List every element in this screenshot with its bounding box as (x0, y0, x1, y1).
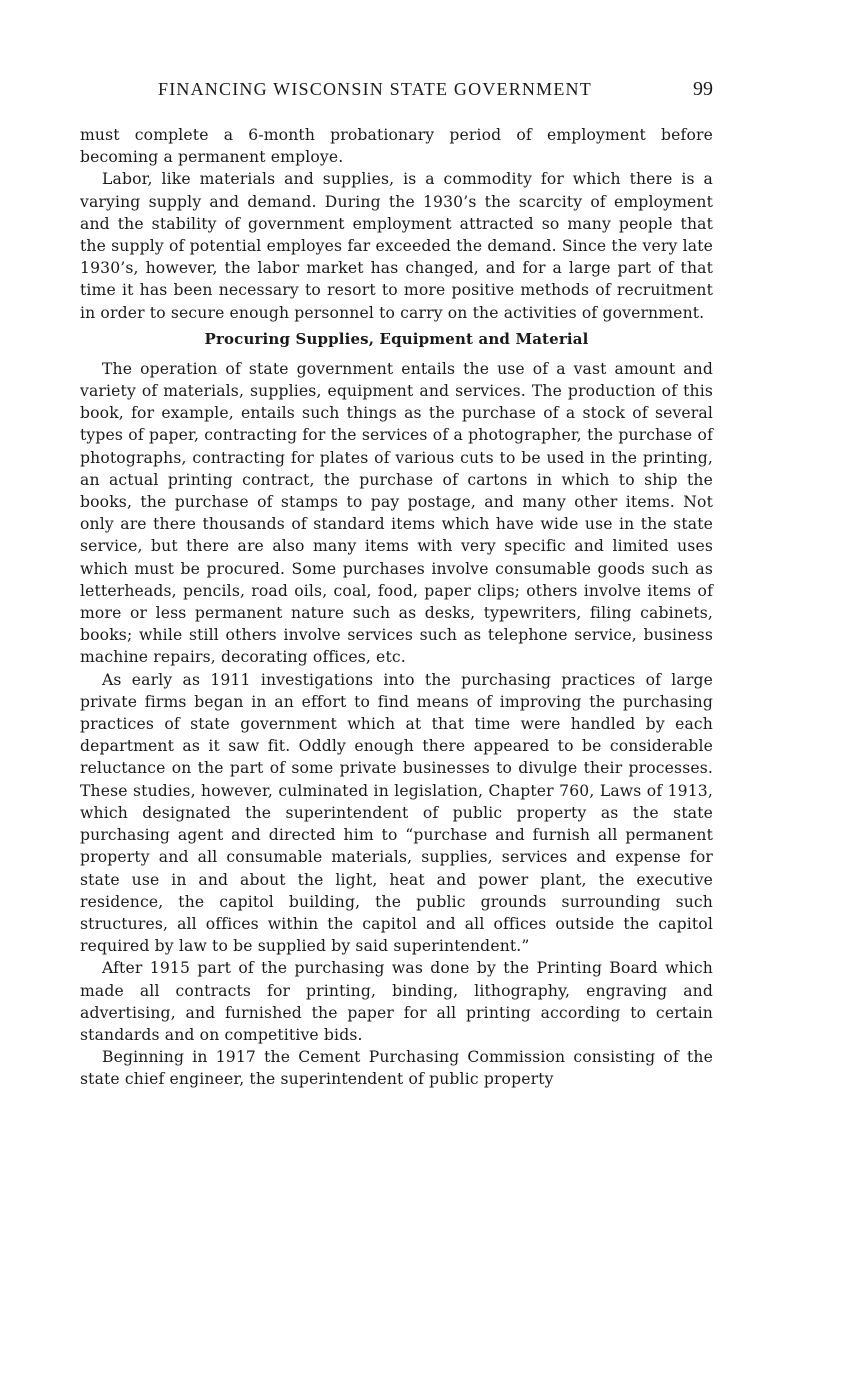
paragraph-1911: As early as 1911 investigations into the purchasing practices of large private firms began in an effort to find means of improving the purchasing practices of state government which at that time were handled by each department as it saw fit. Oddly enough there appeared to be considerable reluctance on the part of some private businesses to divulge their processes. These studies, however, culminated in legislation, Chapter 760, Laws of 1913, which designated the superintendent of public property as the state purchasing agent and directed him to “purchase and furnish all permanent property and all consumable materials, supplies, services and expense for state use in and about the light, heat and power plant, the executive residence, the capitol building, the public grounds surrounding such structures, all offices within the capitol and all offices outside the capitol required by law to be supplied by said superintendent.” (80, 670, 713, 956)
body-text (80, 124, 713, 1091)
paragraph-1915: After 1915 part of the purchasing was done by the Printing Board which made all contracts for printing, binding, lithography, engraving and advertising, and furnished the paper for all printing according to certain standards and on competitive bids. (80, 959, 713, 1044)
paragraph-continued: must complete a 6-month probationary period of employment before becoming a permanent employe. (80, 126, 713, 167)
paragraph-1917: Beginning in 1917 the Cement Purchasing Commission consisting of the state chief engineer, the superintendent of public property (80, 1048, 713, 1089)
paragraph-operation: The operation of state government entails the use of a vast amount and variety of materials, supplies, equipment and services. The production of this book, for example, entails such things as the purchase of a stock of several types of paper, contracting for the services of a photographer, the purchase of photographs, contracting for plates of various cuts to be used in the printing, an actual printing contract, the purchase of cartons in which to ship the books, the purchase of stamps to pay postage, and many other items. Not only are there thousands of standard items which have wide use in the state service, but there are also many items with very specific and limited uses which must be procured. Some purchases involve consumable goods such as letterheads, pencils, road oils, coal, food, paper clips; others involve items of more or less permanent nature such as desks, typewriters, filing cabinets, books; while still others involve services such as telephone service, business machine repairs, decorating offices, etc. (80, 359, 713, 667)
running-title: FINANCING WISCONSIN STATE GOVERNMENT (158, 79, 592, 99)
section-heading: Procuring Supplies, Equipment and Material (204, 329, 589, 348)
paragraph-labor: Labor, like materials and supplies, is a commodity for which there is a varying supply and demand. During the 1930’s the scarcity of employment and the stability of government employment attracted so many people that the supply of potential employes far exceeded the demand. Since the very late 1930’s, however, the labor market has changed, and for a large part of that time it has been necessary to resort to more positive methods of recruitment in order to secure enough personnel to carry on the activities of government. (80, 170, 713, 322)
page-number: 99 (693, 78, 713, 100)
running-head (80, 78, 713, 108)
book-page (80, 78, 713, 1091)
